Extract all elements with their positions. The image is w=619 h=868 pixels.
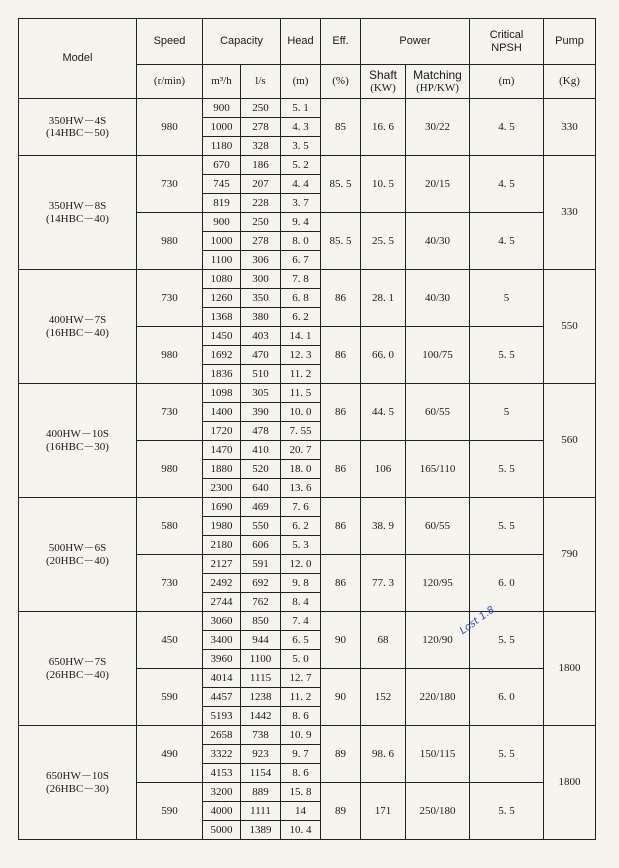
capacity-ls-cell: 1389 <box>241 821 281 840</box>
efficiency-cell: 86 <box>321 441 361 498</box>
head-cell: 14. 1 <box>281 327 321 346</box>
shaft-power-cell: 25. 5 <box>361 213 406 270</box>
head-cell: 3. 5 <box>281 137 321 156</box>
capacity-m3h-cell: 1000 <box>203 118 241 137</box>
handwritten-annotation: Lost 1.8 <box>458 604 497 637</box>
capacity-ls-cell: 510 <box>241 365 281 384</box>
col-header-speed: Speed <box>137 19 203 65</box>
head-cell: 14 <box>281 802 321 821</box>
head-cell: 12. 3 <box>281 346 321 365</box>
shaft-power-cell: 171 <box>361 783 406 840</box>
col-header-shaft <box>361 65 406 99</box>
capacity-ls-cell: 306 <box>241 251 281 270</box>
head-cell: 4. 3 <box>281 118 321 137</box>
npsh-cell: 5. 5 <box>470 441 544 498</box>
shaft-power-cell: 98. 6 <box>361 726 406 783</box>
capacity-m3h-cell: 1880 <box>203 460 241 479</box>
shaft-power-cell: 16. 6 <box>361 99 406 156</box>
head-cell: 7. 6 <box>281 498 321 517</box>
shaft-label: Shaft <box>369 67 398 82</box>
capacity-ls-cell: 1442 <box>241 707 281 726</box>
capacity-ls-cell: 1111 <box>241 802 281 821</box>
model-name: 350HW－8S <box>48 200 107 213</box>
pump-weight-cell: 550 <box>544 270 596 384</box>
npsh-cell: 4. 5 <box>470 156 544 213</box>
head-cell: 3. 7 <box>281 194 321 213</box>
capacity-m3h-cell: 3400 <box>203 631 241 650</box>
col-header-power: Power <box>361 19 470 65</box>
capacity-m3h-cell: 1100 <box>203 251 241 270</box>
capacity-ls-cell: 403 <box>241 327 281 346</box>
head-cell: 9. 8 <box>281 574 321 593</box>
capacity-m3h-cell: 4457 <box>203 688 241 707</box>
efficiency-cell: 86 <box>321 327 361 384</box>
model-alt-name: (20HBC－40) <box>46 554 109 567</box>
capacity-m3h-cell: 745 <box>203 175 241 194</box>
head-cell: 7. 4 <box>281 612 321 631</box>
efficiency-cell: 90 <box>321 612 361 669</box>
efficiency-cell: 85. 5 <box>321 213 361 270</box>
model-cell <box>19 99 137 156</box>
capacity-ls-cell: 328 <box>241 137 281 156</box>
capacity-m3h-cell: 1260 <box>203 289 241 308</box>
capacity-ls-cell: 186 <box>241 156 281 175</box>
matching-power-cell: 150/115 <box>406 726 470 783</box>
capacity-ls-cell: 207 <box>241 175 281 194</box>
npsh-cell: 6. 0 <box>470 669 544 726</box>
speed-cell: 980 <box>137 99 203 156</box>
head-cell: 11. 2 <box>281 688 321 707</box>
speed-cell: 730 <box>137 270 203 327</box>
capacity-m3h-cell: 2300 <box>203 479 241 498</box>
pump-weight-cell: 1800 <box>544 612 596 726</box>
capacity-ls-cell: 1115 <box>241 669 281 688</box>
capacity-m3h-cell: 4000 <box>203 802 241 821</box>
matching-power-cell: 165/110 <box>406 441 470 498</box>
head-cell: 11. 2 <box>281 365 321 384</box>
capacity-m3h-cell: 1000 <box>203 232 241 251</box>
pump-weight-cell: 560 <box>544 384 596 498</box>
model-name: 400HW－7S <box>48 314 107 327</box>
efficiency-cell: 86 <box>321 555 361 612</box>
model-name: 650HW－10S <box>46 770 109 783</box>
capacity-m3h-cell: 1080 <box>203 270 241 289</box>
head-cell: 8. 0 <box>281 232 321 251</box>
head-cell: 7. 55 <box>281 422 321 441</box>
capacity-ls-cell: 1100 <box>241 650 281 669</box>
unit-efficiency: (%) <box>321 65 361 99</box>
head-cell: 15. 8 <box>281 783 321 802</box>
matching-power-cell: 20/15 <box>406 156 470 213</box>
speed-cell: 490 <box>137 726 203 783</box>
capacity-ls-cell: 470 <box>241 346 281 365</box>
col-header-model: Model <box>19 19 137 99</box>
capacity-ls-cell: 469 <box>241 498 281 517</box>
col-header-matching <box>406 65 470 99</box>
table-row <box>19 99 596 118</box>
col-header-capacity: Capacity <box>203 19 281 65</box>
col-header-efficiency: Eff. <box>321 19 361 65</box>
npsh-cell: 4. 5 <box>470 99 544 156</box>
model-name: 350HW－4S <box>48 114 107 127</box>
speed-cell: 730 <box>137 384 203 441</box>
capacity-ls-cell: 738 <box>241 726 281 745</box>
efficiency-cell: 86 <box>321 384 361 441</box>
shaft-power-cell: 77. 3 <box>361 555 406 612</box>
matching-power-cell: 220/180 <box>406 669 470 726</box>
capacity-m3h-cell: 2180 <box>203 536 241 555</box>
model-name: 500HW－6S <box>48 542 107 555</box>
head-cell: 9. 4 <box>281 213 321 232</box>
efficiency-cell: 86 <box>321 498 361 555</box>
npsh-cell: 5. 5 <box>470 726 544 783</box>
head-cell: 20. 7 <box>281 441 321 460</box>
head-cell: 6. 8 <box>281 289 321 308</box>
efficiency-cell: 86 <box>321 270 361 327</box>
npsh-cell: 5. 5 <box>470 327 544 384</box>
capacity-m3h-cell: 4153 <box>203 764 241 783</box>
capacity-m3h-cell: 900 <box>203 213 241 232</box>
pump-spec-sheet <box>18 18 595 840</box>
capacity-m3h-cell: 5193 <box>203 707 241 726</box>
shaft-power-cell: 68 <box>361 612 406 669</box>
capacity-ls-cell: 923 <box>241 745 281 764</box>
capacity-m3h-cell: 3060 <box>203 612 241 631</box>
unit-head: (m) <box>281 65 321 99</box>
npsh-cell: 5. 5 <box>470 498 544 555</box>
shaft-power-cell: 44. 5 <box>361 384 406 441</box>
capacity-ls-cell: 1238 <box>241 688 281 707</box>
model-cell <box>19 270 137 384</box>
capacity-m3h-cell: 1098 <box>203 384 241 403</box>
capacity-ls-cell: 591 <box>241 555 281 574</box>
head-cell: 5. 1 <box>281 99 321 118</box>
speed-cell: 980 <box>137 327 203 384</box>
capacity-ls-cell: 944 <box>241 631 281 650</box>
capacity-ls-cell: 390 <box>241 403 281 422</box>
npsh-label-line2: NPSH <box>491 41 522 54</box>
capacity-m3h-cell: 819 <box>203 194 241 213</box>
model-name: 650HW－7S <box>48 656 107 669</box>
capacity-ls-cell: 889 <box>241 783 281 802</box>
head-cell: 13. 6 <box>281 479 321 498</box>
unit-capacity-ls: l/s <box>241 65 281 99</box>
npsh-cell: 5. 5 <box>470 612 544 669</box>
model-cell <box>19 612 137 726</box>
capacity-ls-cell: 250 <box>241 99 281 118</box>
head-cell: 6. 7 <box>281 251 321 270</box>
capacity-m3h-cell: 1720 <box>203 422 241 441</box>
matching-power-cell: 40/30 <box>406 213 470 270</box>
table-row <box>19 726 596 745</box>
npsh-label-line1: Critical <box>489 29 524 42</box>
model-cell <box>19 498 137 612</box>
col-header-head: Head <box>281 19 321 65</box>
capacity-m3h-cell: 1980 <box>203 517 241 536</box>
matching-label: Matching <box>413 67 462 82</box>
capacity-ls-cell: 1154 <box>241 764 281 783</box>
matching-power-cell: 250/180 <box>406 783 470 840</box>
model-alt-name: (16HBC－40) <box>46 326 109 339</box>
capacity-m3h-cell: 900 <box>203 99 241 118</box>
matching-power-cell: 40/30 <box>406 270 470 327</box>
speed-cell: 590 <box>137 669 203 726</box>
efficiency-cell: 90 <box>321 669 361 726</box>
head-cell: 7. 8 <box>281 270 321 289</box>
model-cell <box>19 726 137 840</box>
head-cell: 6. 5 <box>281 631 321 650</box>
spec-table-body <box>19 99 596 840</box>
model-alt-name: (14HBC－40) <box>46 212 109 225</box>
capacity-m3h-cell: 1692 <box>203 346 241 365</box>
model-alt-name: (26HBC－40) <box>46 668 109 681</box>
table-row <box>19 270 596 289</box>
capacity-m3h-cell: 2744 <box>203 593 241 612</box>
capacity-ls-cell: 478 <box>241 422 281 441</box>
pump-spec-table <box>18 18 596 840</box>
head-cell: 6. 2 <box>281 308 321 327</box>
capacity-ls-cell: 278 <box>241 118 281 137</box>
capacity-ls-cell: 850 <box>241 612 281 631</box>
capacity-m3h-cell: 2492 <box>203 574 241 593</box>
pump-weight-cell: 1800 <box>544 726 596 840</box>
capacity-ls-cell: 410 <box>241 441 281 460</box>
head-cell: 5. 0 <box>281 650 321 669</box>
speed-cell: 980 <box>137 441 203 498</box>
head-cell: 18. 0 <box>281 460 321 479</box>
model-alt-name: (26HBC－30) <box>46 782 109 795</box>
pump-weight-cell: 790 <box>544 498 596 612</box>
capacity-m3h-cell: 1450 <box>203 327 241 346</box>
capacity-m3h-cell: 5000 <box>203 821 241 840</box>
capacity-ls-cell: 228 <box>241 194 281 213</box>
efficiency-cell: 85 <box>321 99 361 156</box>
head-cell: 11. 5 <box>281 384 321 403</box>
shaft-power-cell: 66. 0 <box>361 327 406 384</box>
npsh-cell: 5. 5 <box>470 783 544 840</box>
shaft-power-cell: 38. 9 <box>361 498 406 555</box>
shaft-power-cell: 152 <box>361 669 406 726</box>
table-row <box>19 156 596 175</box>
head-cell: 4. 4 <box>281 175 321 194</box>
speed-cell: 730 <box>137 156 203 213</box>
npsh-cell: 5 <box>470 384 544 441</box>
capacity-ls-cell: 278 <box>241 232 281 251</box>
capacity-m3h-cell: 1690 <box>203 498 241 517</box>
unit-pump: (Kg) <box>544 65 596 99</box>
unit-speed: (r/min) <box>137 65 203 99</box>
capacity-m3h-cell: 670 <box>203 156 241 175</box>
unit-matching: (HP/KW) <box>416 82 459 95</box>
capacity-m3h-cell: 1836 <box>203 365 241 384</box>
model-name: 400HW－10S <box>46 428 109 441</box>
head-cell: 12. 7 <box>281 669 321 688</box>
capacity-m3h-cell: 3322 <box>203 745 241 764</box>
efficiency-cell: 89 <box>321 783 361 840</box>
unit-capacity-m3h: m³/h <box>203 65 241 99</box>
head-cell: 5. 3 <box>281 536 321 555</box>
col-header-pump: Pump <box>544 19 596 65</box>
pump-weight-cell: 330 <box>544 156 596 270</box>
unit-shaft: (KW) <box>370 82 396 95</box>
table-row <box>19 498 596 517</box>
matching-power-cell: 120/90 <box>406 612 470 669</box>
matching-power-cell: 100/75 <box>406 327 470 384</box>
speed-cell: 590 <box>137 783 203 840</box>
capacity-m3h-cell: 3960 <box>203 650 241 669</box>
unit-npsh: (m) <box>470 65 544 99</box>
table-row <box>19 612 596 631</box>
capacity-ls-cell: 305 <box>241 384 281 403</box>
head-cell: 10. 9 <box>281 726 321 745</box>
capacity-ls-cell: 762 <box>241 593 281 612</box>
efficiency-cell: 89 <box>321 726 361 783</box>
capacity-ls-cell: 606 <box>241 536 281 555</box>
capacity-m3h-cell: 1180 <box>203 137 241 156</box>
head-cell: 5. 2 <box>281 156 321 175</box>
shaft-power-cell: 28. 1 <box>361 270 406 327</box>
header-row-1 <box>19 19 596 65</box>
head-cell: 6. 2 <box>281 517 321 536</box>
npsh-cell: 5 <box>470 270 544 327</box>
head-cell: 8. 4 <box>281 593 321 612</box>
speed-cell: 580 <box>137 498 203 555</box>
head-cell: 8. 6 <box>281 707 321 726</box>
matching-power-cell: 30/22 <box>406 99 470 156</box>
table-row <box>19 384 596 403</box>
capacity-ls-cell: 300 <box>241 270 281 289</box>
capacity-ls-cell: 640 <box>241 479 281 498</box>
capacity-m3h-cell: 4014 <box>203 669 241 688</box>
efficiency-cell: 85. 5 <box>321 156 361 213</box>
head-cell: 8. 6 <box>281 764 321 783</box>
capacity-m3h-cell: 2127 <box>203 555 241 574</box>
capacity-ls-cell: 550 <box>241 517 281 536</box>
matching-power-cell: 60/55 <box>406 498 470 555</box>
matching-power-cell: 60/55 <box>406 384 470 441</box>
shaft-power-cell: 106 <box>361 441 406 498</box>
model-cell <box>19 156 137 270</box>
matching-power-cell: 120/95 <box>406 555 470 612</box>
speed-cell: 980 <box>137 213 203 270</box>
pump-weight-cell: 330 <box>544 99 596 156</box>
capacity-m3h-cell: 1368 <box>203 308 241 327</box>
npsh-cell: 4. 5 <box>470 213 544 270</box>
capacity-m3h-cell: 2658 <box>203 726 241 745</box>
speed-cell: 450 <box>137 612 203 669</box>
capacity-ls-cell: 350 <box>241 289 281 308</box>
head-cell: 10. 4 <box>281 821 321 840</box>
capacity-ls-cell: 380 <box>241 308 281 327</box>
npsh-cell: 6. 0 <box>470 555 544 612</box>
capacity-ls-cell: 250 <box>241 213 281 232</box>
capacity-ls-cell: 520 <box>241 460 281 479</box>
shaft-power-cell: 10. 5 <box>361 156 406 213</box>
head-cell: 9. 7 <box>281 745 321 764</box>
model-alt-name: (16HBC－30) <box>46 440 109 453</box>
head-cell: 12. 0 <box>281 555 321 574</box>
head-cell: 10. 0 <box>281 403 321 422</box>
capacity-m3h-cell: 3200 <box>203 783 241 802</box>
capacity-m3h-cell: 1400 <box>203 403 241 422</box>
model-alt-name: (14HBC－50) <box>46 127 109 139</box>
col-header-npsh <box>470 19 544 65</box>
speed-cell: 730 <box>137 555 203 612</box>
capacity-m3h-cell: 1470 <box>203 441 241 460</box>
model-cell <box>19 384 137 498</box>
capacity-ls-cell: 692 <box>241 574 281 593</box>
